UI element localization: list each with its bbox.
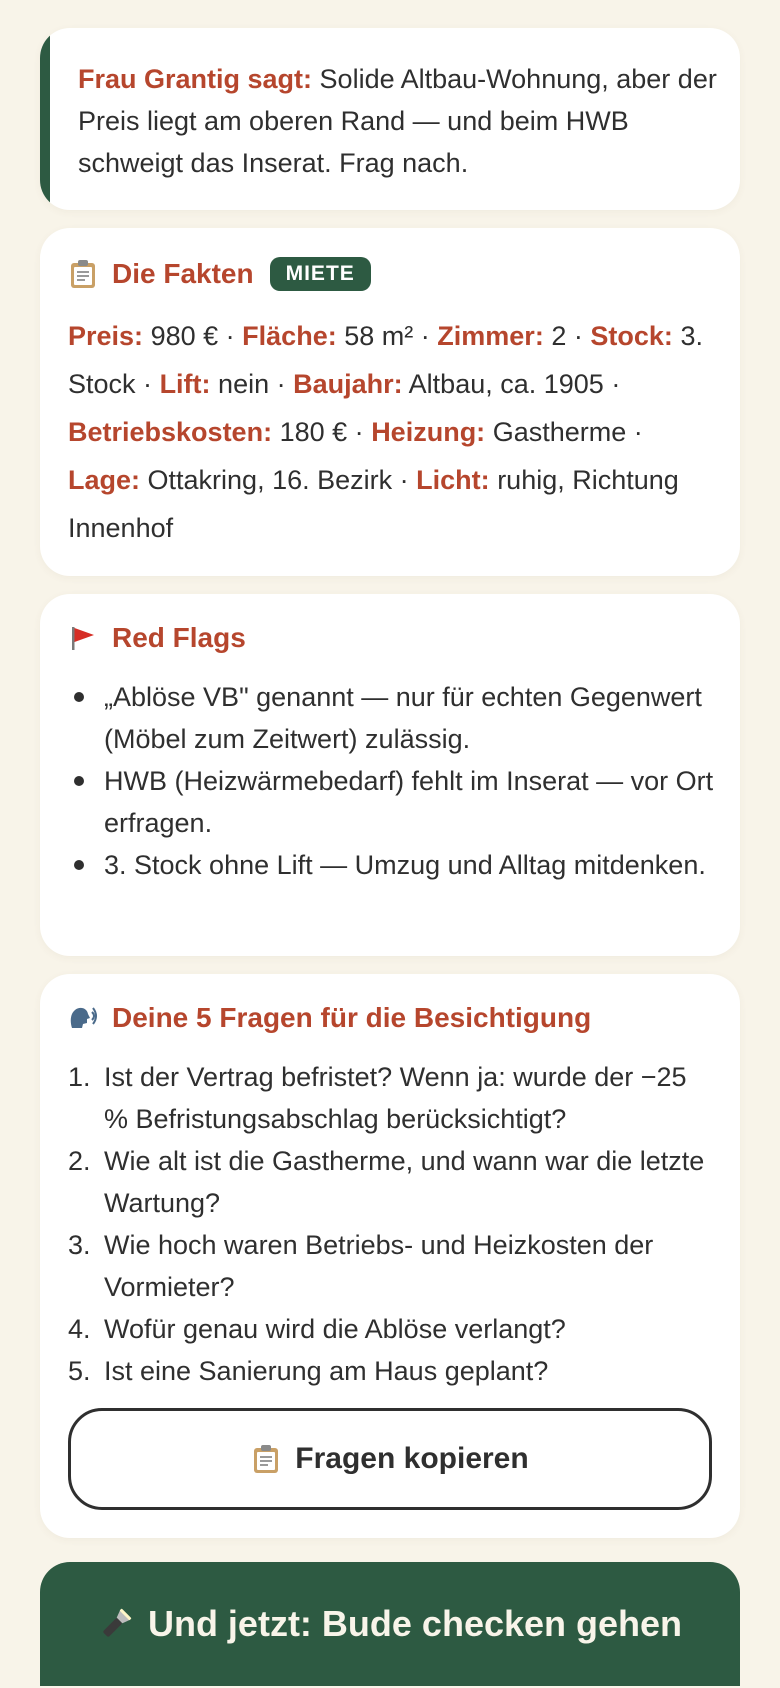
question-number: 3.	[68, 1230, 91, 1260]
red-flags-card	[40, 594, 740, 956]
question-text: Wie alt ist die Gastherme, und wann war die letzte Wartung?	[104, 1146, 705, 1218]
red-flag-text: HWB (Heizwärmebedarf) fehlt im Inserat — vor Ort erfragen.	[104, 766, 714, 838]
question-text: Wofür genau wird die Ablöse verlangt?	[104, 1314, 566, 1344]
facts-list	[68, 312, 718, 552]
fact-item	[371, 417, 626, 447]
question-number: 2.	[68, 1146, 91, 1176]
fact-label: Lage:	[68, 465, 141, 495]
red-flag-item	[68, 676, 718, 760]
question-text: Wie hoch waren Betriebs- und Heizkosten der Vormieter?	[104, 1230, 654, 1302]
fact-label: Stock:	[590, 321, 673, 351]
fact-value: 2	[551, 321, 567, 351]
fact-value: Ottakring, 16. Bezirk	[147, 465, 393, 495]
fact-item	[68, 321, 218, 351]
flashlight-icon	[98, 1606, 134, 1642]
fact-label: Lift:	[159, 369, 211, 399]
red-flags-header	[68, 618, 246, 658]
verdict-text	[78, 58, 718, 184]
fact-item	[160, 369, 270, 399]
facts-card	[40, 228, 740, 576]
fact-label: Licht:	[416, 465, 490, 495]
check-flat-cta-button[interactable]	[40, 1562, 740, 1686]
questions-header	[68, 998, 591, 1038]
copy-questions-button[interactable]	[68, 1408, 712, 1510]
question-number: 4.	[68, 1314, 91, 1344]
bullet	[74, 776, 84, 786]
questions-list	[68, 1056, 718, 1392]
bullet	[74, 692, 84, 702]
fact-item	[68, 465, 392, 495]
fact-item	[437, 321, 566, 351]
questions-title: Deine 5 Fragen für die Besichtigung	[112, 1002, 592, 1033]
verdict-card	[40, 28, 740, 210]
question-text: Ist der Vertrag befristet? Wenn ja: wurde der −25 % Befristungsabschlag berücksichtigt?	[104, 1062, 687, 1134]
questions-card	[40, 974, 740, 1538]
bullet	[74, 860, 84, 870]
clipboard-icon	[251, 1444, 281, 1474]
fact-value: nein	[218, 369, 270, 399]
fact-label: Fläche:	[242, 321, 337, 351]
fact-value: 3. Stock	[68, 321, 703, 399]
question-number: 1.	[68, 1062, 91, 1092]
fact-separator: ·	[573, 321, 583, 351]
question-item	[68, 1140, 718, 1224]
fact-label: Zimmer:	[437, 321, 544, 351]
question-item	[68, 1350, 718, 1392]
verdict-accent-bar	[40, 28, 50, 210]
fact-item	[242, 321, 413, 351]
verdict-body: Solide Altbau-Wohnung, aber der Preis liegt am oberen Rand — und beim HWB schweigt das Inserat. Frag nach.	[78, 64, 717, 178]
facts-header	[68, 254, 371, 294]
fact-value: 980 €	[150, 321, 219, 351]
fact-separator: ·	[633, 417, 643, 447]
fact-value: 58 m²	[344, 321, 414, 351]
red-flags-list	[68, 676, 718, 886]
question-text: Ist eine Sanierung am Haus geplant?	[104, 1356, 549, 1386]
red-flag-item	[68, 844, 718, 886]
fact-label: Baujahr:	[293, 369, 403, 399]
red-flag-item	[68, 760, 718, 844]
fact-value: 180 €	[279, 417, 348, 447]
fact-separator: ·	[399, 465, 409, 495]
speaking-head-icon	[68, 1003, 98, 1033]
cta-label: Und jetzt: Bude checken gehen	[147, 1603, 683, 1644]
red-flag-text: 3. Stock ohne Lift — Umzug und Alltag mitdenken.	[104, 850, 706, 880]
fact-separator: ·	[225, 321, 235, 351]
fact-label: Betriebskosten:	[68, 417, 273, 447]
question-item	[68, 1308, 718, 1350]
fact-separator: ·	[354, 417, 364, 447]
question-item	[68, 1224, 718, 1308]
red-flag-icon	[68, 623, 98, 653]
red-flags-title: Red Flags	[112, 622, 246, 653]
fact-separator: ·	[276, 369, 286, 399]
fact-separator: ·	[143, 369, 153, 399]
fact-value: ruhig, Richtung Innenhof	[68, 465, 679, 543]
fact-label: Heizung:	[371, 417, 486, 447]
fact-separator: ·	[420, 321, 430, 351]
question-item	[68, 1056, 718, 1140]
red-flag-text: „Ablöse VB" genannt — nur für echten Gegenwert (Möbel zum Zeitwert) zulässig.	[104, 682, 702, 754]
fact-value: Altbau, ca. 1905	[408, 369, 604, 399]
fact-item	[293, 369, 604, 399]
fact-item	[68, 417, 347, 447]
fact-label: Preis:	[68, 321, 144, 351]
listing-type-badge: MIETE	[270, 257, 371, 291]
fact-separator: ·	[611, 369, 621, 399]
fact-value: Gastherme	[492, 417, 627, 447]
clipboard-icon	[68, 259, 98, 289]
copy-questions-label: Fragen kopieren	[295, 1442, 529, 1475]
facts-title: Die Fakten	[112, 258, 254, 289]
question-number: 5.	[68, 1356, 91, 1386]
verdict-speaker: Frau Grantig sagt:	[78, 64, 313, 94]
